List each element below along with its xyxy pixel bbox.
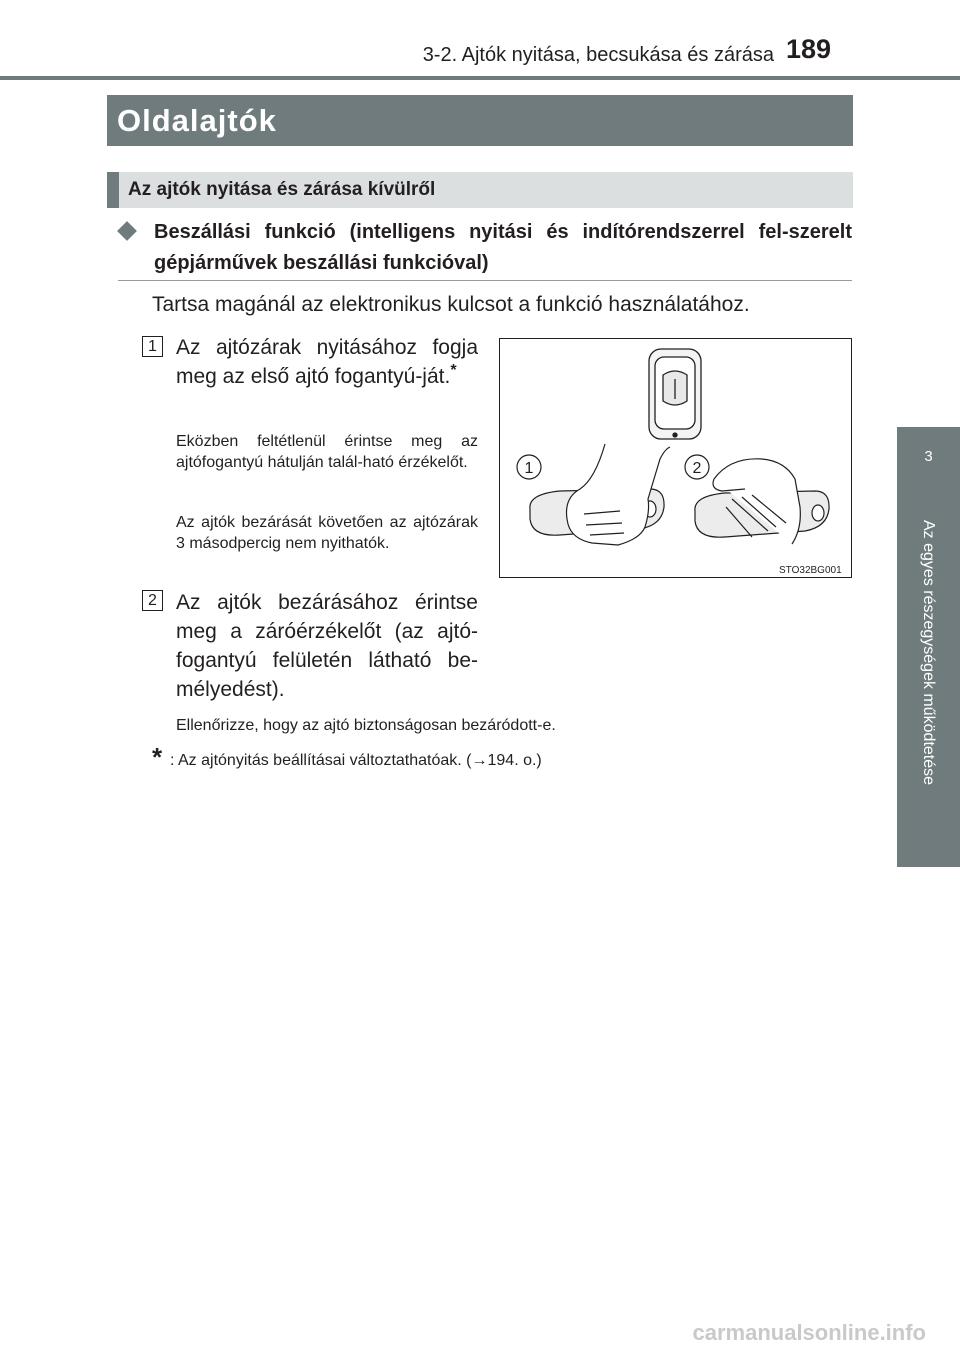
step-number-2: 2 (142, 590, 163, 611)
chapter-label: Az egyes részegységek működtetése (920, 520, 937, 786)
function-intro: Tartsa magánál az elektronikus kulcsot a funkció használatához. (152, 293, 750, 316)
door-handle-illustration (499, 338, 852, 578)
function-title: Beszállási funkció (intelligens nyitási és indítórendszerrel fel-szerelt gépjárművek beszállási funkcióval) (154, 221, 852, 274)
running-header: 3-2. Ajtók nyitása, becsukása és zárása (422, 44, 774, 66)
figure-label-1 (517, 455, 541, 479)
step-1-note-1: Eközben feltétlenül érintse meg az ajtófogantyú hátulján talál-ható érzékelőt. (176, 433, 478, 471)
check-lock-text: Ellenőrizze, hogy az ajtó biztonságosan bezáródott-e. (176, 717, 556, 734)
footnote-star: * (152, 742, 163, 772)
step-1-text (176, 333, 478, 391)
step-1-star: * (450, 362, 457, 379)
step-1-label: Az ajtózárak nyitásához fogja meg az első ajtó fogantyú-ját. (176, 336, 478, 388)
footnote-text: : Az ajtónyitás beállításai változtathatóak. (→194. o.) (170, 752, 542, 769)
page-number: 189 (786, 34, 832, 64)
watermark (0, 1320, 960, 1346)
section-subtitle: Az ajtók nyitása és zárása kívülről (107, 172, 853, 208)
step-2-text: Az ajtók bezárásához érintse meg a záróérzékelőt (az ajtó-fogantyú felületén látható be-mélyedést). (176, 591, 478, 701)
figure-label-2 (685, 455, 709, 479)
header-rule (0, 76, 960, 80)
figure-label-2-text: 2 (692, 460, 702, 477)
diamond-bullet-icon (117, 221, 137, 241)
watermark-text: carmanualsonline.info (692, 1320, 926, 1345)
figure-code: STO32BG001 (779, 565, 842, 576)
chapter-number: 3 (924, 448, 933, 465)
step-1-note-2: Az ajtók bezárását követően az ajtózárak 3 másodpercig nem nyithatók. (176, 514, 478, 552)
page-title: Oldalajtók (107, 95, 853, 146)
smart-key-icon (649, 349, 701, 439)
step-number-1: 1 (142, 336, 163, 357)
door-handle-drawing (500, 339, 851, 577)
figure-label-1-text: 1 (524, 460, 534, 477)
function-divider (118, 280, 852, 281)
